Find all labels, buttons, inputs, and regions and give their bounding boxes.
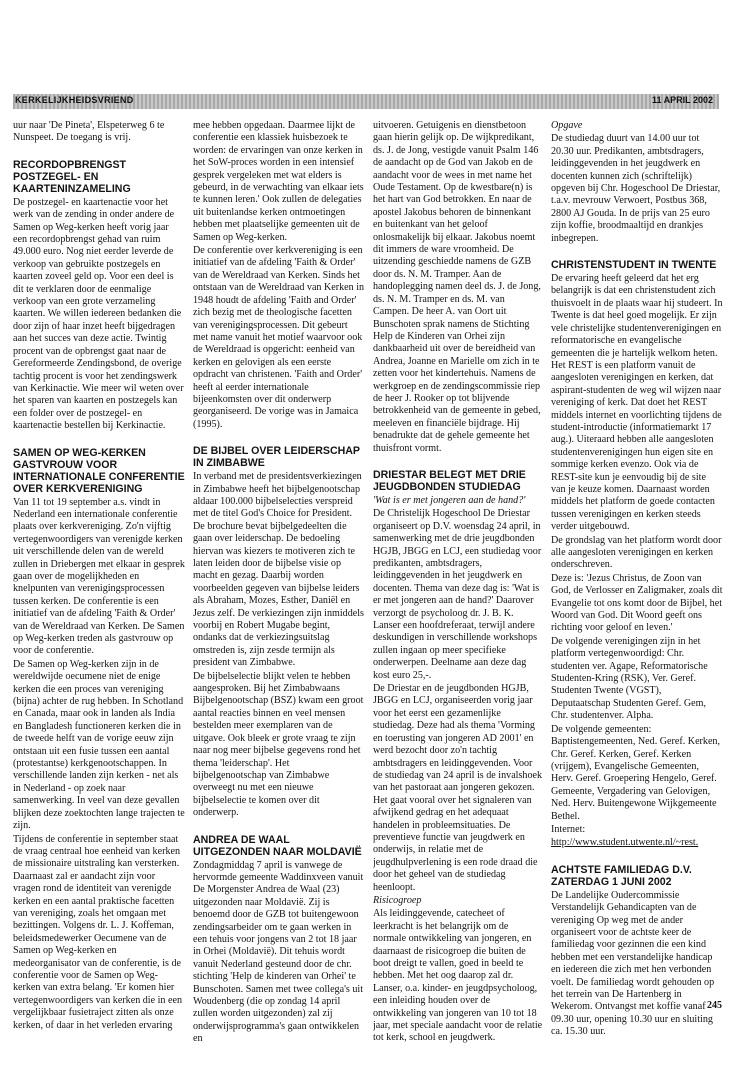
paragraph: Van 11 tot 19 september a.s. vindt in Nederland een internationale conferentie plaats over kerkvereniging. Zo'n vijftig vertegenwoordigers van verenigde kerken uit verschillende delen van de wereld zullen in Driebergen met elkaar in gesprek gaan over de mogelijkheden en knelpunten van verenigingsprocessen tussen kerken. De conferentie is een initiatief van de afdeling 'Faith & Order' van de Wereldraad van Kerken. De Samen op Weg-kerken treden als gastvrouw op voor de conferentie. bbox=[13, 496, 185, 657]
publication-name: KERKELIJKHEIDSVRIEND bbox=[15, 95, 134, 105]
paragraph: De Christelijk Hogeschool De Driestar organiseert op D.V. woensdag 24 april, in samenwerking met de drie jeugdbonden HGJB, JBGG en LCJ, een studiedag voor predikanten, ambtsdragers, leidinggevenden in het jeugdwerk en docenten. Thema van deze dag is: 'Wat is er met jongeren aan de hand?' Daarover verzorgt de psycholoog dr. J. B. K. Lanser een hoofdreferaat, terwijl andere deskundigen in verschillende workshops zullen ingaan op meer specifieke onderwerpen. Deelname aan deze dag kost euro 25,-. bbox=[373, 508, 542, 681]
paragraph: mee hebben opgedaan. Daarmee lijkt de conferentie een klassiek huisbezoek te worden: de ervaringen van onze kerken in het SoW-proces worden in een intensief gesprek vergeleken met wat elders is gebeurd, in de verwachting van elkaar iets te kunnen leren.' Ook zullen de delegaties uit buitenlandse kerken ontmoetingen hebben met plaatselijke gemeenten uit de Samen op Weg-kerken. bbox=[193, 120, 364, 243]
paragraph: De Driestar en de jeugdbonden HGJB, JBGG en LCJ, organiseerden vorig jaar voor het eerst een gezamenlijke studiedag. Deze had als thema 'Vorming en toerusting van jongeren AD 2001' en werd bezocht door zo'n tachtig ambtsdragers en leidinggevenden. Voor de studiedag van 24 april is de invalshoek van het pastoraat aan jongeren gekozen. Het gaat vooral over het signaleren van afwijkend gedrag en het adequaat handelen in probleemsituaties. De preventieve functie van jeugdwerk en onderwijs, in relatie met de jeugdhulpverlening is een rode draad die door het geheel van de studiedag heenloopt. bbox=[373, 683, 543, 893]
column-2 bbox=[193, 120, 365, 1047]
paragraph: De volgende gemeenten: Baptistengemeenten, Ned. Geref. Kerken, Chr. Geref. Kerken, Geref. Kerken (vrijgem), Evangelische Gemeenten, Herv. Geref. Groepering Hengelo, Geref. Gemeente, Vergadering van Gelovigen, Ned. Herv. Buitengewone Wijkgemeente Bethel. bbox=[551, 723, 721, 822]
paragraph: uitvoeren. Getuigenis en dienstbetoon gaan hierin gelijk op. De wijkpredikant, ds. J. de Jong, vestigde vanuit Psalm 146 de aandacht op de God van Jakob en de aandacht voor de wees in met name het Oude Testament. Op de kwestbare(n) is het hart van God betrokken. En naar de apostel Jakobus behoren de binnenkant en buitenkant van het geloof onlosmakelijk bij elkaar. Jakobus noemt dit immers de ware vroomheid. De uitzending geschiedde namens de GZB door ds. N. M. Tramper. Aan de handoplegging namen deel ds. J. de Jong, ds. N. M. Tramper en ds. M. van Campen. De heer A. van Oort uit Bunschoten sprak namens de Stichting Help de Kinderen van Orhei zijn dankbaarheid uit over de bereidheid van Andrea, Joanne en Marielle om zich in te zetten voor het kindertehuis. Namens de werkgroep en de zendingscommissie riep de heer J. Rooker op tot blijvende betrokkenheid van de gemeente in gebed, meeleven en financiële bijdrage. Hij benadrukte dat de gehele gemeente het thuisfront vormt. bbox=[373, 120, 541, 454]
paragraph: De Samen op Weg-kerken zijn in de wereldwijde oecumene niet de enige kerken die een proces van vereniging (bijna) achter de rug hebben. In Schotland en Canada, maar ook in landen als India en Bangladesh functioneren kerken die in de tweede helft van de vorige eeuw zijn ontstaan uit een fusie tussen een aantal (protestantse) kerkgenootschappen. In verschillende landen zijn kerken - net als in Nederland - op zoek naar samenwerking. In veel van deze gevallen blijken deze zoektochten lange trajecten te zijn. bbox=[13, 658, 185, 832]
page-number: 245 bbox=[707, 1000, 722, 1011]
paragraph: De ervaring heeft geleerd dat het erg belangrijk is dat een christenstudent zich thuisvoelt in de plaats waar hij studeert. In Twente is dat heel goed mogelijk. Er zijn vele christelijke studentenverenigingen en reformatorische en evangelische gemeenten die je hartelijk welkom heten. Het REST is een platform vanuit de aangesloten verenigingen en kerken, dat aspirant-studenten de weg wil wijzen naar vereniging of kerk. Dat doet het REST middels internet en voorlichting tijdens de student-introductie (informatiemarkt 17 aug.). Uiteraard hebben alle aangesloten studentenverenigingen hun eigen site en sommige kerken evenzo. Ook via de REST-site kun je eenvoudig bij de site van je keuze komen. Daarnaast worden middels het platform de goede contacten tussen verenigingen en kerken steeds verder uitgebouwd. bbox=[551, 273, 723, 533]
section-label: Risicogroep bbox=[373, 894, 422, 906]
article-heading: DRIESTAR BELEGT MET DRIE JEUGDBONDEN STUDIEDAG bbox=[373, 468, 526, 493]
column-1 bbox=[13, 120, 185, 1033]
paragraph: Tijdens de conferentie in september staat de vraag centraal hoe eenheid van kerken de missionaire uitstraling kan versterken. Daarnaast zal er aandacht zijn voor vragen rond de identiteit van verenigde kerken en een aantal praktische facetten van vereniging, zoals het omgaan met bezittingen. Volgens dr. L. J. Koffeman, beleidsmedewerker Oecumene van de Samen op Weg-kerken en medeorganisator van de conferentie, is de conferentie voor de Samen op Weg-kerken van extra belang. 'Er komen hier vertegenwoordigers van kerken die in een vergelijkbaar fusietraject zitten als onze kerken, of daar in het verleden ervaring bbox=[13, 833, 183, 1031]
article-subheading: 'Wat is er met jongeren aan de hand?' bbox=[373, 494, 526, 506]
section-label: Opgave bbox=[551, 120, 583, 131]
paragraph: De volgende verenigingen zijn in het platform vertegenwoordigd: Chr. studenten ver. Agape, Reformatorische Studenten-Kring (RSK), Ver. Geref. Studenten Twente (VGST), Deputaatschap Studenten Geref. Gem, Chr. studentenver. Alpha. bbox=[551, 635, 708, 722]
paragraph: Deze is: 'Jezus Christus, de Zoon van God, de Verlosser en Zaligmaker, zoals dit Evangelie tot ons komt door de Bijbel, het Woord van God. Dit Woord geeft ons richting voor geloof en leven.' bbox=[551, 572, 723, 634]
article-heading: RECORDOPBRENGST POSTZEGEL- EN KAARTENINZAMELING bbox=[13, 158, 131, 195]
internet-label: Internet: bbox=[551, 823, 586, 835]
issue-date: 11 APRIL 2002 bbox=[651, 95, 713, 105]
paragraph: De grondslag van het platform wordt door alle aangesloten verenigingen en kerken onderschreven. bbox=[551, 534, 722, 571]
article-heading: DE BIJBEL OVER LEIDERSCHAP IN ZIMBABWE bbox=[193, 445, 360, 470]
paragraph: De postzegel- en kaartenactie voor het werk van de zending in onder andere de Samen op Weg-kerken heeft vorig jaar een recordopbrengst gehad van ruim 49.000 euro. Nog niet eerder leverde de verkoop van gebruikte postzegels en kaarten zoveel geld op. Voor een deel is dit te verklaren door de eenmalige verkoop van een grote verzameling kaarten. We willen iedereen bedanken die door zijn of haar inzet heeft bijgedragen aan het succes van deze actie. Twintig procent van de opbrengst gaat naar de Gereformeerde Zendingsbond, de overige tachtig procent is voor het zendingswerk van Kerkinactie. Wie meer wil weten over het sparen van kaarten en postzegels kan een folder over de postzegel- en kaartenactie bestellen bij Kerkinactie. bbox=[13, 196, 184, 432]
article-heading: ANDREA DE WAAL UITGEZONDEN NAAR MOLDAVIË bbox=[193, 833, 362, 858]
column-4 bbox=[551, 120, 723, 1040]
website-link[interactable]: http://www.student.utwente.nl/~rest. bbox=[551, 837, 699, 849]
paragraph: Als leidinggevende, catecheet of leerkracht is het belangrijk om de normale ontwikkeling van jongeren, en daarnaast de risicogroep die buiten de boot dreigt te vallen, goed in beeld te hebben. Met het oog daarop zal dr. Lanser, o.a. kinder- en jeugdpsycholoog, een inleiding houden over de ontwikkeling van jongeren van 10 tot 18 jaar, met speciale aandacht voor de relatie tot kerk, school en jeugdwerk. bbox=[373, 908, 543, 1044]
column-3 bbox=[373, 120, 543, 1046]
paragraph: De bijbelselectie blijkt velen te hebben aangesproken. Bij het Zimbabwaans Bijbelgenootschap (BSZ) kwam een groot aantal reacties binnen en veel mensen bestelden meer exemplaren van de uitgave. Ook bleek er grote vraag te zijn naar nog meer bijbelse gegevens rond het thema 'leiderschap'. Het bijbelgenootschap van Zimbabwe overweegt nu met een nieuwe bijbelselectie te komen over dit onderwerp. bbox=[193, 670, 364, 819]
paragraph: De studiedag duurt van 14.00 uur tot 20.30 uur. Predikanten, ambtsdragers, leidinggevenden in het jeugdwerk en docenten kunnen zich (schriftelijk) opgeven bij Chr. Hogeschool De Driestar, t.a.v. mevrouw Verwoert, Postbus 368, 2800 AJ Gouda. In de prijs van 25 euro zijn koffie, broodmaaltijd en drankjes inbegrepen. bbox=[551, 133, 721, 244]
paragraph: Zondagmiddag 7 april is vanwege de hervormde gemeente Waddinxveen vanuit De Morgenster Andrea de Waal (23) uitgezonden naar Moldavië. Zij is benoemd door de GZB tot buitengewoon zendingsarbeider om te gaan werken in een tehuis voor jongens van 2 tot 18 jaar in Orhei (Moldavië). Dit tehuis wordt vanuit Nederland gesteund door de chr. stichting 'Help de kinderen van Orhei' te Bunschoten. Samen met twee collega's uit Woudenberg (die op zondag 14 april zullen worden uitgezonden) zal zij onderwijsprogramma's gaan ontwikkelen en bbox=[193, 859, 364, 1045]
paragraph: De conferentie over kerkvereniging is een initiatief van de afdeling 'Faith & Order' van de Wereldraad van Kerken. Sinds het ontstaan van de Wereldraad van Kerken in 1948 houdt de afdeling 'Faith and Order' zich bezig met de theologische facetten van verenigingsprocessen. Dit gebeurt met name vanuit het motief waarvoor ook de Wereldraad is opgericht: eenheid van kerken en gelovigen als een eerste opdracht van christenen. 'Faith and Order' heeft al eerder internationale bijeenkomsten over dit onderwerp georganiseerd. De vorige was in Jamaica (1995). bbox=[193, 245, 365, 430]
paragraph: uur naar 'De Pineta', Elspeterweg 6 te Nunspeet. De toegang is vrij. bbox=[13, 120, 165, 144]
article-heading: CHRISTENSTUDENT IN TWENTE bbox=[551, 259, 717, 272]
paragraph: De Landelijke Oudercommissie Verstandelijk Gehandicapten van de vereniging Op weg met de ander organiseert voor de achtste keer de familiedag voor gezinnen die een kind hebben met een verstandelijke handicap en iedereen die zich met hen verbonden voelt. De familiedag wordt gehouden op het terrein van De Hartenberg in Wekerom. Ontvangst met koffie vanaf 09.30 uur, opening 10.30 uur en sluiting ca. 15.30 uur. bbox=[551, 889, 715, 1038]
page-header bbox=[13, 94, 719, 109]
article-heading: ACHTSTE FAMILIEDAG D.V. ZATERDAG 1 JUNI 2002 bbox=[551, 863, 692, 888]
paragraph: In verband met de presidentsverkiezingen in Zimbabwe heeft het bijbelgenootschap aldaar 100.000 bijbelselecties verspreid met de titel God's Choice for President. De brochure bevat bijbelgedeelten die gaan over leiderschap. De bedoeling hiervan was kiezers te motiveren zich te laten leiden door de bijbelse visie op macht en gezag. Daarbij worden voorbeelden gegeven van bijbelse leiders als Abraham, Mozes, Esther, Daniël en Jezus zelf. De verkiezingen zijn inmiddels voorbij en Robert Mugabe begint, ondanks dat de verkiezingsuitslag omstreden is, zijn zesde termijn als president van Zimbabwe. bbox=[193, 471, 364, 669]
article-heading: SAMEN OP WEG-KERKEN GASTVROUW VOOR INTERNATIONALE CONFERENTIE OVER KERKVERENIGING bbox=[13, 446, 185, 495]
